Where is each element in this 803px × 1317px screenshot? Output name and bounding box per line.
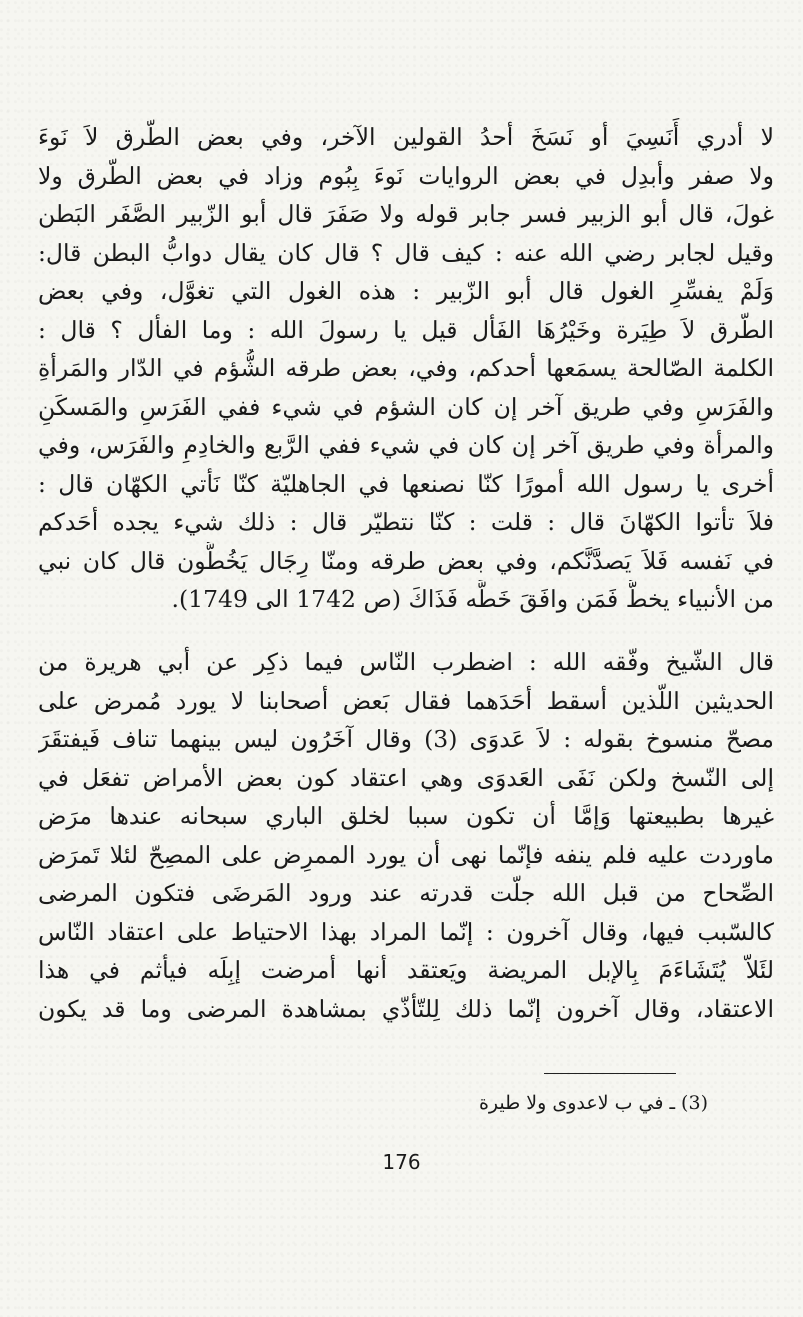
text-line: والمرأة وفي طريق آخر إن كان في شيء ففي الرَّبع والخادِمِ والفَرَس، وفي [38,431,774,459]
text-line: ولا صفر وأبدِل في بعض الروايات نَوءَ بِبُوم وزاد في بعض الطّرق ولا [38,161,774,190]
body-paragraph-1 [38,118,774,619]
text-line: في نَفسه فَلاَ يَصدَّنَّكم، وفي بعض طرقه ومنّا رِجَال يَخُطُّون قال كان نبي [38,546,774,575]
text-line: الحديثين اللّذين أسقط أحَدَهما فقال بَعض أصحابنا لا يورد مُمرض على [38,686,774,715]
footnote: (3) ـ في ب لاعدوى ولا طيرة [478,1092,708,1114]
text-line: الكلمة الصّالحة يسمَعها أحدكم، وفي، بعض طرقه الشُّؤم في الدّار والمَرأةِ [38,354,774,382]
text-line: إلى النّسخ ولكن نَفَى العَدوَى وهي اعتقاد كون بعض الأمراض تفعَل في [38,763,774,792]
text-line: غولَ، قال أبو الزبير فسر جابر قوله ولا صَفَرَ قال أبو الزّبير الصَّفَر البَطن [38,200,774,228]
body-paragraph-2 [38,643,774,1028]
text-line: الصِّحاح من قبل الله جلّت قدرته عند ورود المَرضَى فتكون المرضى [38,879,774,907]
text-line: أخرى يا رسول الله أمورًا كنّا نصنعها في الجاهليّة كنّا نَأتي الكهّان قال : [38,469,774,498]
text-line: غيرها بطبيعتها وَإمَّا أن تكون سببا لخلق الباري سبحانه عندها مرَض [38,802,774,830]
text-line: والفَرَسِ وفي طريق آخر إن كان الشؤم في شيء ففي الفَرَسِ والمَسكَنِ [38,392,774,421]
text-line: ماوردت عليه فلم ينفه فإنّما نهى أن يورد الممرِض على المصِحّ لئلا تَمرَض [38,840,774,869]
text-line: الاعتقاد، وقال آخرون إنّما ذلك لِلتّأذّي بمشاهدة المرضى وما قد يكون [38,994,774,1023]
text-line: قال الشّيخ وفّقه الله : اضطرب النّاس فيما ذكِر عن أبي هريرة من [38,648,774,676]
text-line: كالسّبب فيها، وقال آخرون : إنّما المراد بهذا الاحتياط على اعتقاد النّاس [38,917,774,946]
text-line: وَلَمْ يفسِّرِ الغول قال أبو الزّبير : هذه الغول التي تغوَّل، وفي بعض [38,277,774,305]
text-line: فلاَ تأتوا الكهّانَ قال : قلت : كنّا نتطيّر قال : ذلك شيء يجده أحَدكم [38,508,774,536]
footnote-divider [544,1073,676,1074]
page-number: 176 [382,1150,421,1174]
text-line: الطّرق لاَ طِيَرة وخَيْرُهَا الفَأل قيل يا رسولَ الله : وما الفأل ؟ قال : [38,315,774,344]
text-line: وقيل لجابر رضي الله عنه : كيف قال ؟ قال كان يقال دوابُّ البطن قال: [38,238,774,267]
text-line: مصحّ منسوخ بقوله : لاَ عَدوَى (3) وقال آخَرُون ليس بينهما تناف فَيفتقَرَ [38,725,774,753]
text-line: من الأنبياء يخطُّ فَمَن وافَقَ خَطَّه فَذَاكَ (ص 1742 الى 1749). [171,585,774,613]
text-line: لا أدري أَنَسِيَ أو نَسَخَ أحدُ القولين الآخر، وفي بعض الطّرق لاَ نَوءَ [38,123,774,151]
text-line: لئَلاّ يُتَشَاءَمَ بِالإبل المريضة ويَعتقد أنها أمرضت إبِلَه فيأثم في هذا [38,956,774,984]
